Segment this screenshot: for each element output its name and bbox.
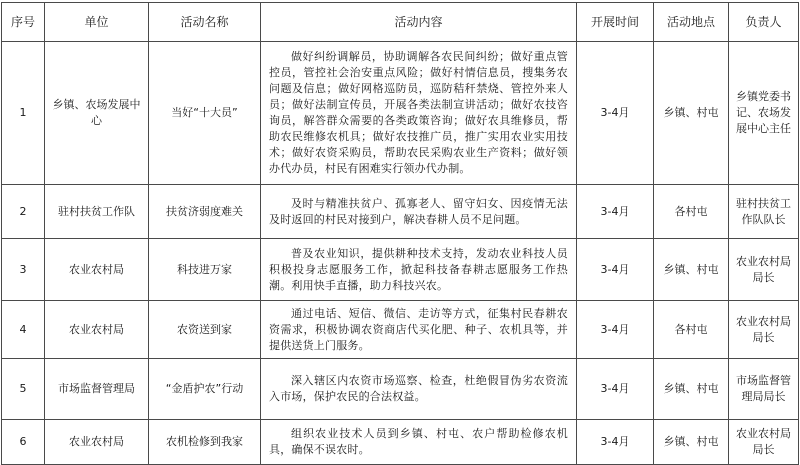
cell-no: 4 (2, 301, 45, 359)
cell-content (261, 239, 577, 301)
header-name: 活动名称 (149, 3, 261, 42)
cell-no: 3 (2, 239, 45, 301)
table-row (2, 42, 799, 185)
cell-content (261, 420, 577, 465)
table-row (2, 239, 799, 301)
cell-person: 农业农村局局长 (729, 420, 799, 465)
cell-place: 乡镇、村屯 (654, 239, 729, 301)
cell-unit: 市场监督管理局 (45, 359, 149, 420)
cell-no: 6 (2, 420, 45, 465)
cell-time: 3-4月 (577, 239, 654, 301)
table-row (2, 420, 799, 465)
cell-unit: 农业农村局 (45, 301, 149, 359)
cell-unit: 乡镇、农场发展中心 (45, 42, 149, 185)
cell-no: 5 (2, 359, 45, 420)
cell-no: 1 (2, 42, 45, 185)
header-time: 开展时间 (577, 3, 654, 42)
content-text: 做好纠纷调解员，协助调解各农民间纠纷；做好重点管控员，管控社会治安重点风险；做好村情信息员，搜集务农问题及信息；做好网格巡防员，巡防秸秆禁烧、管控外来人员；做好法制宣传员，开展各类法制宣讲活动；做好农技咨询员，解答群众需要的各类政策咨询；做好农具维修员，帮助农民维修农机具；做好农技推广员，推广实用农业实用技术；做好农资采购员，帮助农民采购农业生产资料；做好领办代办员，村民有困难实行领办代办制。 (269, 50, 568, 175)
cell-activity-name: “金盾护农”行动 (149, 359, 261, 420)
cell-activity-name: 农资送到家 (149, 301, 261, 359)
header-place: 活动地点 (654, 3, 729, 42)
content-text: 普及农业知识，提供耕种技术支持，发动农业科技人员积极投身志愿服务工作，掀起科技备春耕志愿服务工作热潮。利用快手直播，助力科技兴农。 (269, 246, 568, 292)
cell-content (261, 359, 577, 420)
table-body (2, 42, 799, 465)
cell-unit: 农业农村局 (45, 420, 149, 465)
table-row (2, 185, 799, 239)
header-row (2, 3, 799, 42)
activity-table (1, 2, 799, 465)
cell-time: 3-4月 (577, 301, 654, 359)
cell-time: 3-4月 (577, 42, 654, 185)
cell-content (261, 301, 577, 359)
header-no: 序号 (2, 3, 45, 42)
cell-time: 3-4月 (577, 185, 654, 239)
content-text: 及时与精准扶贫户、孤寡老人、留守妇女、因疫情无法及时返回的村民对接到户，解决春耕人员不足问题。 (269, 196, 568, 226)
cell-activity-name: 科技进万家 (149, 239, 261, 301)
cell-place: 各村屯 (654, 301, 729, 359)
cell-content (261, 42, 577, 185)
cell-place: 各村屯 (654, 185, 729, 239)
cell-activity-name: 当好“十大员” (149, 42, 261, 185)
content-text: 组织农业技术人员到乡镇、村屯、农户帮助检修农机具，确保不误农时。 (269, 427, 568, 456)
content-text: 通过电话、短信、微信、走访等方式，征集村民春耕农资需求，积极协调农资商店代买化肥、种子、农机具等，并提供送货上门服务。 (269, 306, 568, 352)
cell-place: 乡镇、村屯 (654, 359, 729, 420)
header-content: 活动内容 (261, 3, 577, 42)
table-row (2, 301, 799, 359)
header-unit: 单位 (45, 3, 149, 42)
header-person: 负责人 (729, 3, 799, 42)
table-header (2, 3, 799, 42)
cell-unit: 驻村扶贫工作队 (45, 185, 149, 239)
cell-person: 驻村扶贫工作队队长 (729, 185, 799, 239)
cell-no: 2 (2, 185, 45, 239)
cell-activity-name: 扶贫济弱度难关 (149, 185, 261, 239)
cell-person: 乡镇党委书记、农场发展中心主任 (729, 42, 799, 185)
cell-unit: 农业农村局 (45, 239, 149, 301)
cell-place: 乡镇、村屯 (654, 42, 729, 185)
cell-time: 3-4月 (577, 359, 654, 420)
cell-person: 市场监督管理局局长 (729, 359, 799, 420)
cell-place: 乡镇、村屯 (654, 420, 729, 465)
table-row (2, 359, 799, 420)
cell-activity-name: 农机检修到我家 (149, 420, 261, 465)
cell-time: 3-4月 (577, 420, 654, 465)
content-text: 深入辖区内农资市场巡察、检查，杜绝假冒伪劣农资流入市场，保护农民的合法权益。 (269, 374, 568, 403)
cell-person: 农业农村局局长 (729, 239, 799, 301)
cell-content (261, 185, 577, 239)
cell-person: 农业农村局局长 (729, 301, 799, 359)
